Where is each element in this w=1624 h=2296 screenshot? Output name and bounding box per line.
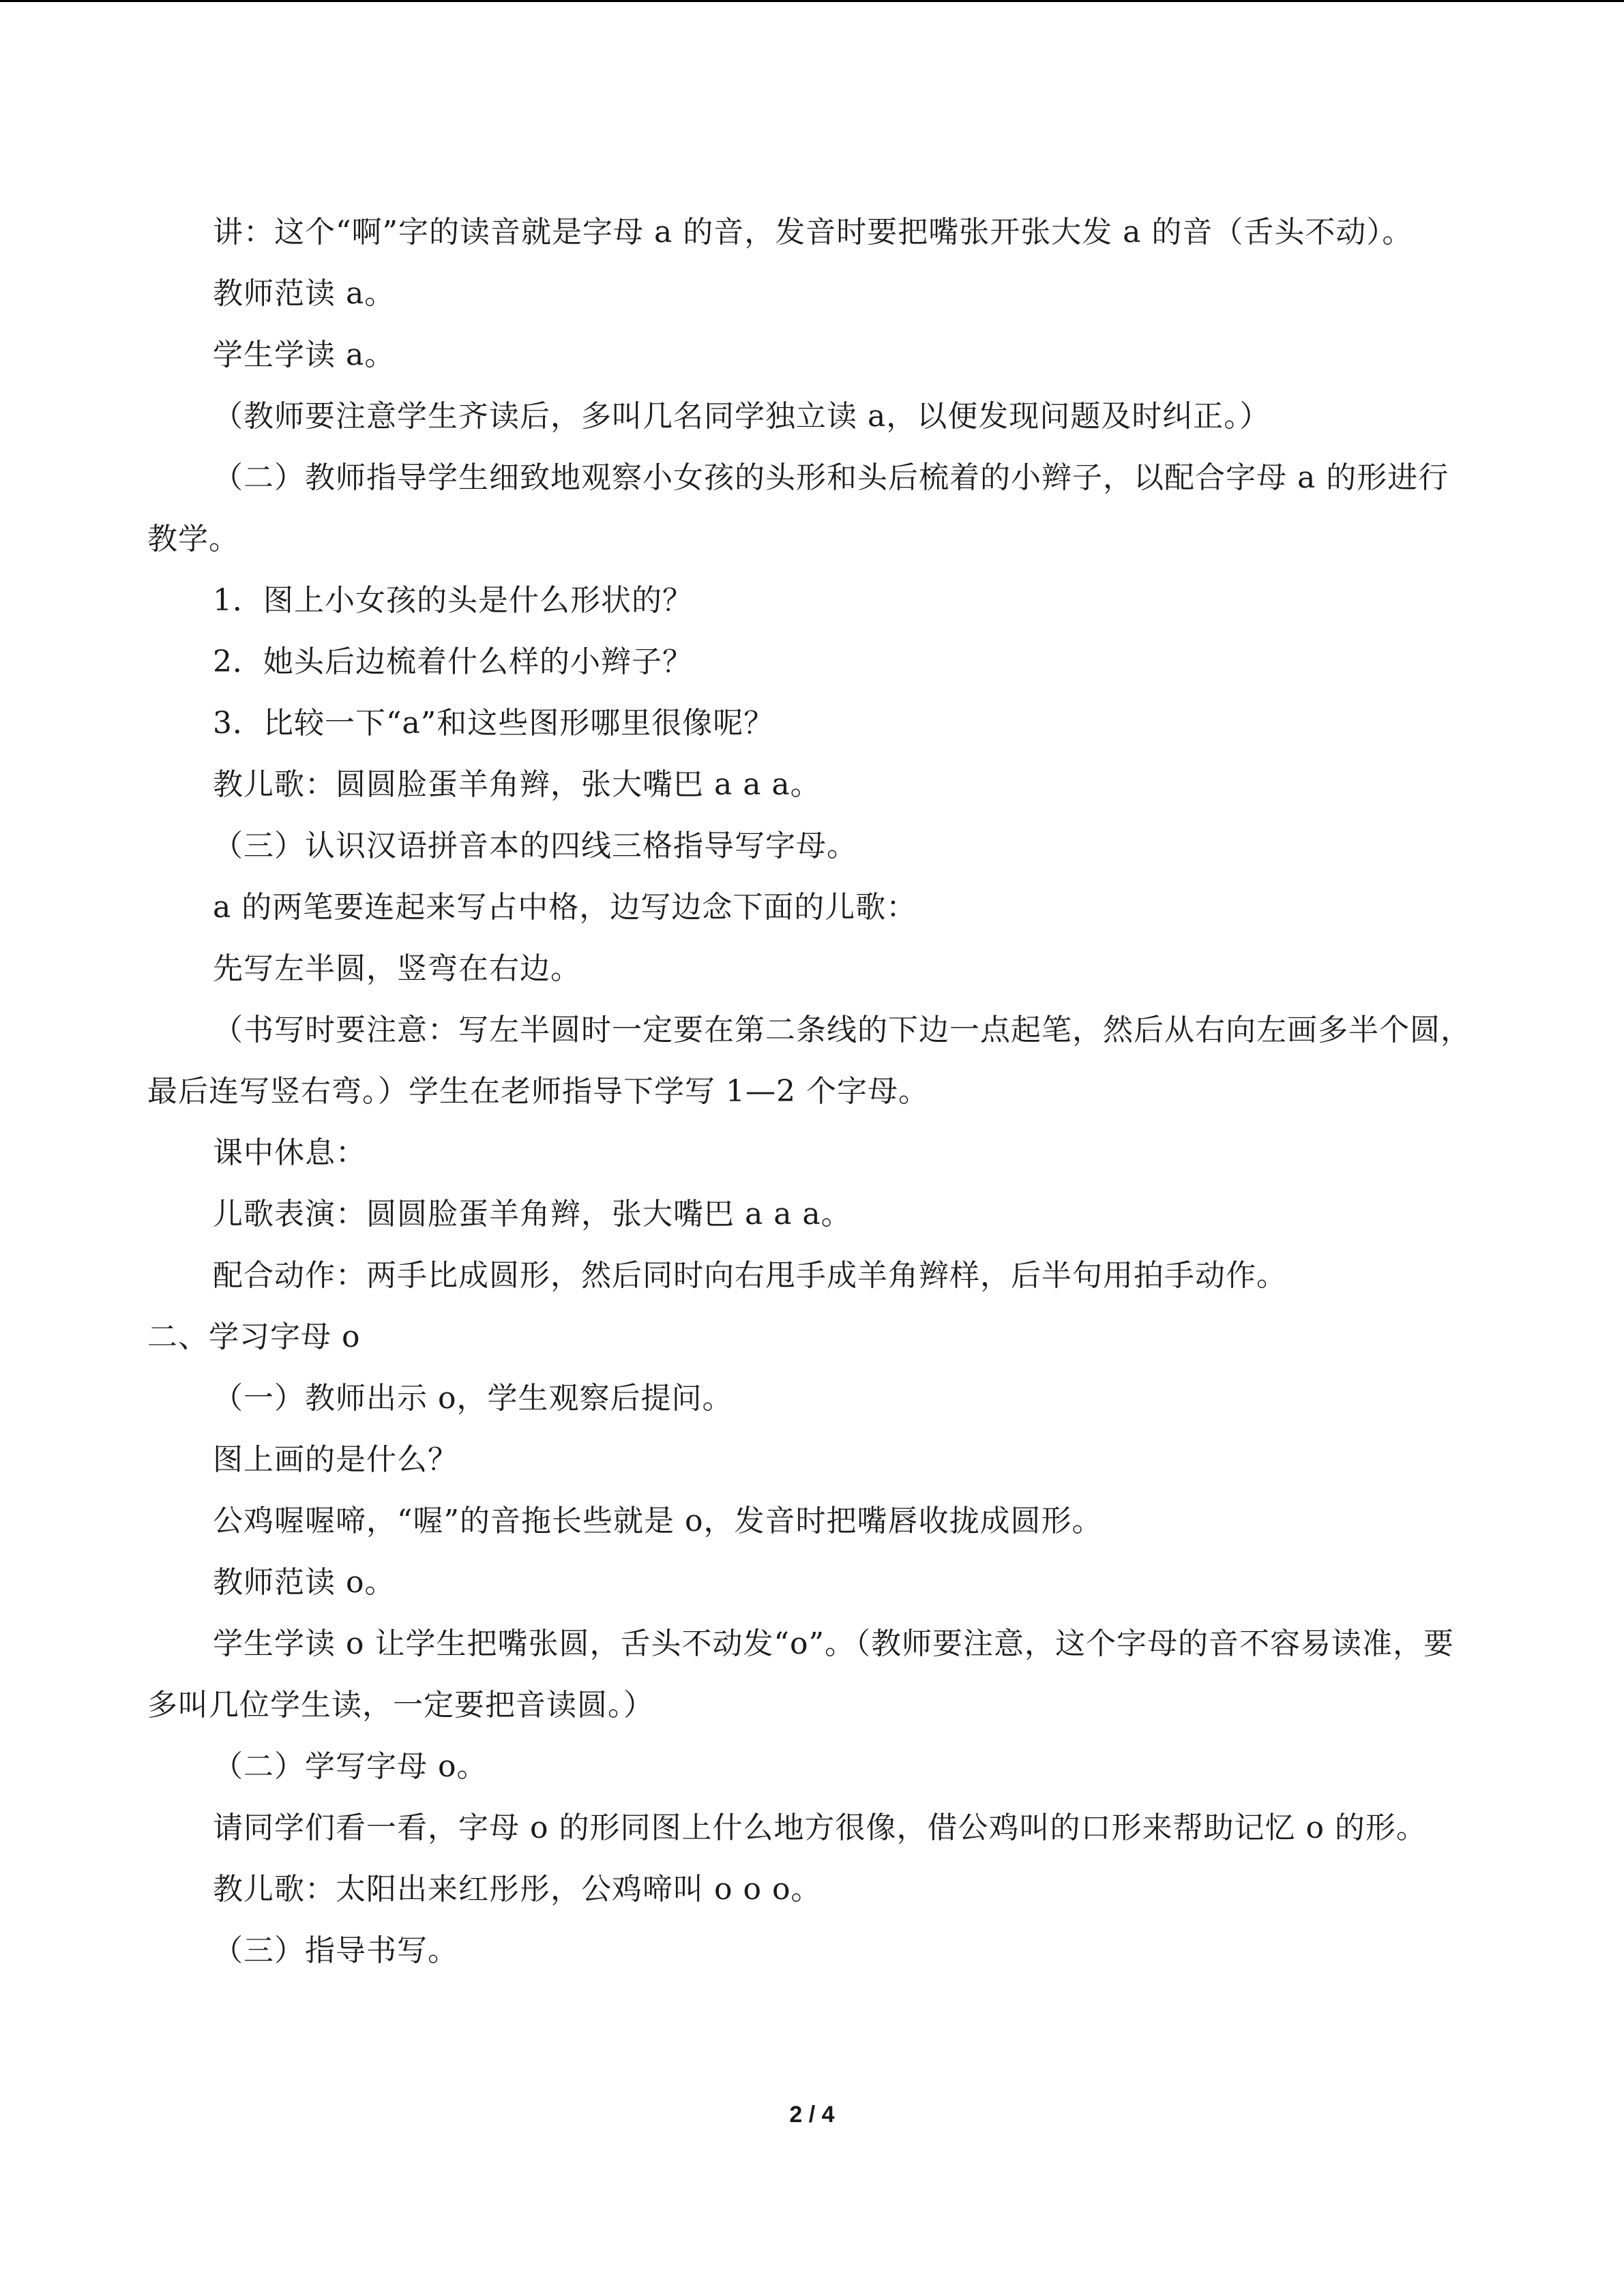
paragraph: （一）教师出示 o，学生观察后提问。 (213, 1381, 733, 1416)
paragraph: 课中休息： (213, 1135, 366, 1170)
paragraph: a 的两笔要连起来写占中格，边写边念下面的儿歌： (213, 890, 917, 925)
list-item: 1．图上小女孩的头是什么形状的？ (213, 583, 693, 618)
paragraph: 公鸡喔喔啼，“喔”的音拖长些就是 o，发音时把嘴唇收拢成圆形。 (213, 1504, 1103, 1538)
document-body (147, 202, 1477, 1982)
list-item: 3．比较一下“a”和这些图形哪里很像呢？ (213, 706, 775, 741)
paragraph: （二）教师指导学生细致地观察小女孩的头形和头后梳着的小辫子，以配合字母 a 的形进行教学。 (147, 460, 1449, 556)
section-heading: 二、学习字母 o (147, 1320, 361, 1354)
paragraph: 儿歌表演：圆圆脸蛋羊角辫，张大嘴巴 a a a。 (213, 1197, 852, 1232)
paragraph: 教儿歌：圆圆脸蛋羊角辫，张大嘴巴 a a a。 (213, 767, 821, 802)
paragraph: （三）认识汉语拼音本的四线三格指导写字母。 (213, 829, 857, 863)
paragraph: 学生学读 a。 (213, 338, 396, 372)
paragraph: 请同学们看一看，字母 o 的形同图上什么地方很像，借公鸡叫的口形来帮助记忆 o 的形。 (213, 1810, 1427, 1845)
paragraph: 学生学读 o 让学生把嘴张圆，舌头不动发“o”。（教师要注意，这个字母的音不容易读准，要多叫几位学生读，一定要把音读圆。） (147, 1626, 1454, 1723)
top-border-line (0, 0, 1624, 2)
paragraph: （书写时要注意：写左半圆时一定要在第二条线的下边一点起笔，然后从右向左画多半个圆，最后连写竖右弯。）学生在老师指导下学写 1—2 个字母。 (147, 1013, 1471, 1109)
paragraph: 教儿歌：太阳出来红彤彤，公鸡啼叫 o o o。 (213, 1872, 822, 1907)
paragraph: 教师范读 a。 (213, 276, 396, 311)
list-item: 2．她头后边梳着什么样的小辫子？ (213, 644, 693, 679)
paragraph: 教师范读 o。 (213, 1565, 396, 1600)
paragraph: 配合动作：两手比成圆形，然后同时向右甩手成羊角辫样，后半句用拍手动作。 (213, 1258, 1287, 1293)
paragraph: 讲：这个“啊”字的读音就是字母 a 的音，发音时要把嘴张开张大发 a 的音（舌头不动）。 (213, 215, 1413, 250)
paragraph: （教师要注意学生齐读后，多叫几名同学独立读 a，以便发现问题及时纠正。） (213, 399, 1271, 434)
paragraph: 先写左半圆，竖弯在右边。 (213, 951, 581, 986)
page-number: 2 / 4 (789, 2102, 835, 2128)
paragraph: （二）学写字母 o。 (213, 1749, 488, 1784)
paragraph: 图上画的是什么？ (213, 1442, 458, 1477)
paragraph: （三）指导书写。 (213, 1933, 458, 1968)
